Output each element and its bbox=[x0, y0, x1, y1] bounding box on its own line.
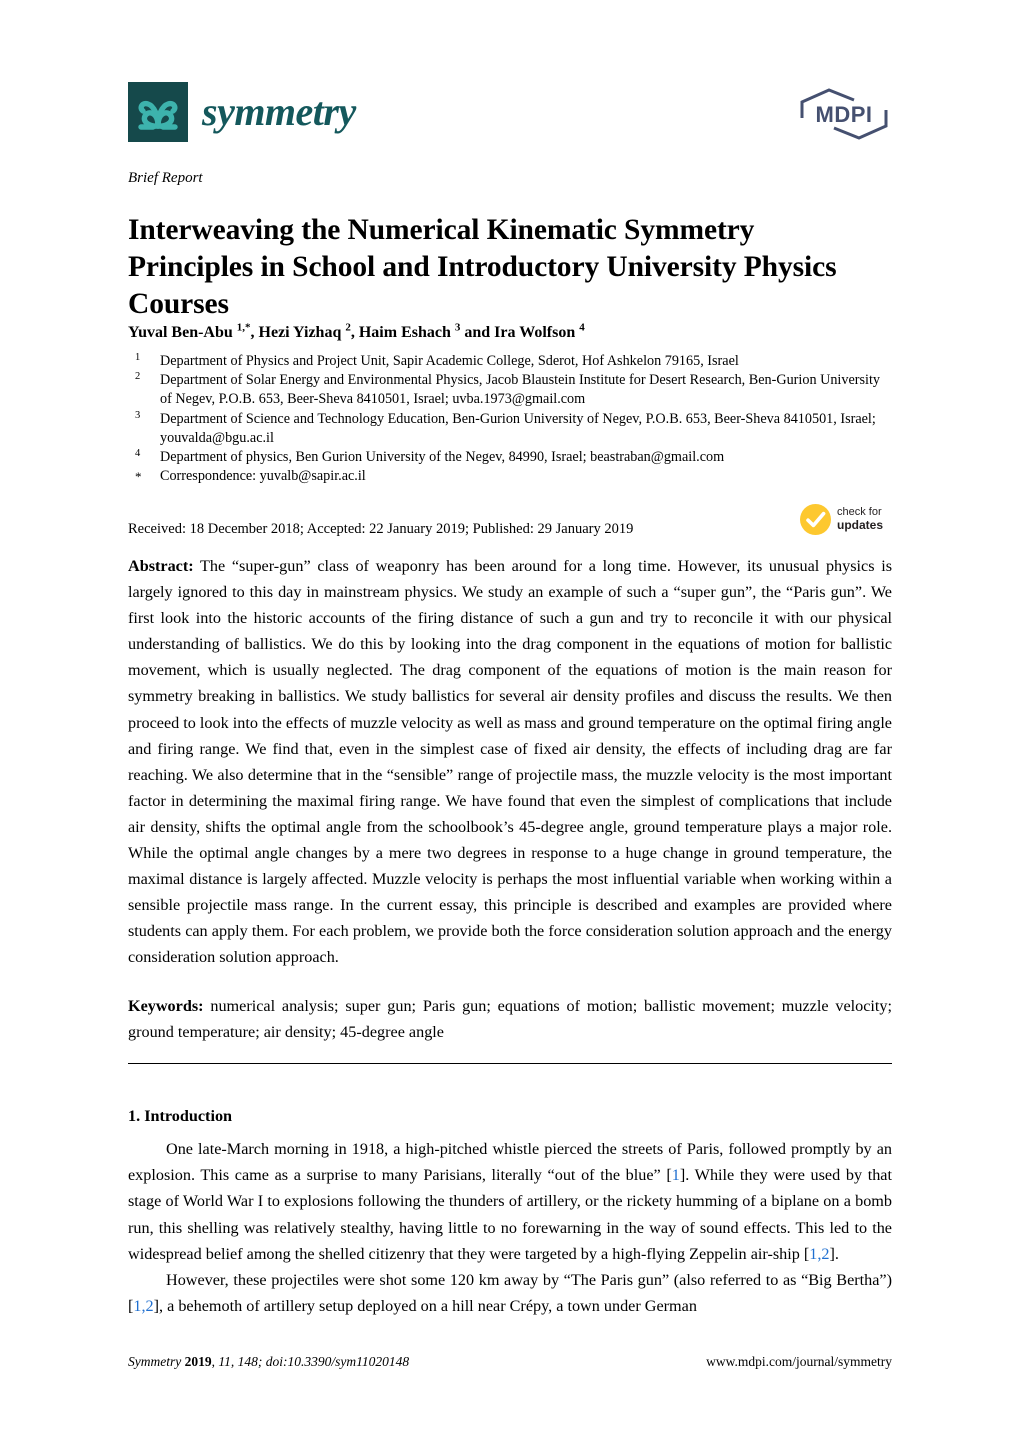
author-entry bbox=[460, 324, 584, 341]
citation-link[interactable]: 1,2 bbox=[133, 1297, 154, 1316]
footer-citation: Symmetry 2019, 11, 148; doi:10.3390/sym11020148 bbox=[128, 1354, 410, 1369]
article-type-label: Brief Report bbox=[128, 170, 203, 186]
author-name: and Ira Wolfson bbox=[460, 324, 576, 342]
author-entry bbox=[251, 324, 351, 341]
author-list bbox=[128, 318, 878, 343]
symmetry-butterfly-logo-icon bbox=[128, 82, 188, 142]
affiliation-marker: 2 bbox=[135, 371, 141, 383]
correspondence-marker: * bbox=[135, 469, 142, 485]
paragraph-text: ], a behemoth of artillery setup deployed on a hill near Crépy, a town under German bbox=[153, 1297, 697, 1316]
affiliation-item bbox=[128, 352, 888, 371]
footer-volume-doi: 11, 148; doi:10.3390/sym11020148 bbox=[218, 1354, 410, 1369]
page-title: Interweaving the Numerical Kinematic Symmetry Principles in School and Introductory University Physics Courses bbox=[128, 213, 837, 320]
author-affiliation-marker: 2 bbox=[345, 322, 351, 334]
correspondence-text: Correspondence: yuvalb@sapir.ac.il bbox=[160, 468, 366, 485]
paragraph bbox=[128, 1136, 892, 1267]
author-entry bbox=[128, 324, 251, 341]
check-badge-line2: updates bbox=[837, 517, 884, 532]
check-badge-text bbox=[837, 506, 883, 532]
section-divider bbox=[128, 1063, 892, 1064]
author-name: , Haim Eshach bbox=[350, 324, 451, 342]
abstract-section bbox=[128, 553, 892, 971]
affiliation-text: Department of Solar Energy and Environmental Physics, Jacob Blaustein Institute for Desert Research, Ben-Gurion University of Negev, P.O.B. 653, Beer-Sheva 8410501, Israel; uvba.1973@gmail.com bbox=[160, 372, 880, 408]
affiliation-text: Department of Science and Technology Education, Ben-Gurion University of Negev, P.O.B. 653, Beer-Sheva 8410501, Israel; youvalda@bgu.ac.il bbox=[160, 410, 876, 446]
paragraph bbox=[128, 1267, 892, 1319]
correspondence-item bbox=[128, 467, 888, 488]
affiliation-marker: 4 bbox=[135, 448, 141, 460]
check-circle-icon bbox=[800, 504, 831, 535]
abstract-label: Abstract: bbox=[128, 557, 194, 575]
affiliation-marker: 3 bbox=[135, 409, 141, 421]
citation-link[interactable]: 1,2 bbox=[809, 1244, 830, 1263]
paragraph-text: ]. bbox=[829, 1244, 839, 1263]
affiliation-list bbox=[128, 352, 888, 488]
introduction-body bbox=[128, 1136, 892, 1319]
footer-journal-name: Symmetry bbox=[128, 1354, 182, 1369]
citation-link[interactable]: 1 bbox=[671, 1166, 680, 1185]
keywords-body: numerical analysis; super gun; Paris gun; equations of motion; ballistic movement; muzzle velocity; ground temperature; air density; 45-degree angle bbox=[128, 997, 892, 1042]
publication-dates: Received: 18 December 2018; Accepted: 22 January 2019; Published: 29 January 2019 bbox=[128, 521, 634, 537]
svg-text:MDPI: MDPI bbox=[815, 102, 873, 127]
affiliation-item bbox=[128, 410, 888, 448]
abstract-body: The “super-gun” class of weaponry has been around for a long time. However, its unusual physics is largely ignored to this day in mainstream physics. We study an example of such a “super gun”, the “Paris gun”. We first look into the historic accounts of the firing distance of such a gun and try to reconcile it with our physical understanding of ballistics. We do this by looking into the drag component in the equations of motion for ballistic movement, which is usually neglected. The drag component of the equations of motion is the main reason for symmetry breaking in ballistics. We study ballistics for several air density profiles and discuss the results. We then proceed to look into the effects of muzzle velocity as well as mass and ground temperature on the optimal firing angle and firing range. We find that, even in the simplest case of fixed air density, the effects of including drag are far reaching. We also determine that in the “sensible” range of projectile mass, the muzzle velocity is the most important factor in determining the maximal firing range. We have found that even the simplest of complications that include air density, shifts the optimal angle from the schoolbook’s 45-degree angle, ground temperature plays a major role. While the optimal angle changes by a mere two degrees in response to a huge change in ground temperature, the maximal distance is largely affected. Muzzle velocity is perhaps the most influential variable when working within a sensible projectile mass range. In the current essay, this principle is described and examples are provided where students can apply them. For each problem, we provide both the force consideration solution approach and the energy consideration solution approach. bbox=[128, 557, 892, 967]
author-name: , Hezi Yizhaq bbox=[250, 324, 342, 342]
keywords-label: Keywords: bbox=[128, 997, 204, 1015]
footer-year: 2019 bbox=[184, 1354, 212, 1369]
affiliation-text: Department of Physics and Project Unit, Sapir Academic College, Sderot, Hof Ashkelon 79165, Israel bbox=[160, 353, 739, 369]
check-for-updates-badge[interactable] bbox=[800, 500, 900, 538]
author-affiliation-marker: 4 bbox=[579, 322, 585, 334]
footer-url[interactable]: www.mdpi.com/journal/symmetry bbox=[706, 1354, 892, 1369]
affiliation-marker: 1 bbox=[135, 352, 141, 363]
author-affiliation-marker: 1,* bbox=[236, 322, 251, 334]
masthead bbox=[128, 82, 892, 156]
affiliation-item bbox=[128, 448, 888, 467]
affiliation-text: Department of physics, Ben Gurion University of the Negev, 84990, Israel; beastraban@gmail.com bbox=[160, 449, 725, 466]
journal-name: symmetry bbox=[202, 89, 356, 134]
author-entry bbox=[351, 324, 461, 341]
page-footer bbox=[128, 1354, 892, 1370]
paragraph-text: One late-March morning in 1918, a high-pitched whistle pierced the streets of Paris, followed promptly by an explosion. This came as a surprise to many Parisians, literally “out of the blue” [ bbox=[128, 1140, 892, 1185]
author-name: Yuval Ben-Abu bbox=[128, 324, 233, 342]
affiliation-item bbox=[128, 371, 888, 409]
journal-brand bbox=[128, 82, 356, 142]
paragraph-text: ]. While they were used by that stage of World War I to explosions following the thunders of artillery, or the rickety humming of a biplane on a bomb run, this shelling was relatively stealthy, having little to no forewarning in the way of sound effects. This led to the widespread belief among the shelled citizenry that they were targeted by a high-flying Zeppelin air-ship [ bbox=[128, 1166, 892, 1263]
mdpi-hexagon-logo-icon bbox=[796, 88, 892, 140]
check-badge-line1: check for bbox=[837, 506, 882, 518]
paragraph-text: However, these projectiles were shot some 120 km away by “The Paris gun” (also referred to as “Big Bertha”) [ bbox=[128, 1271, 892, 1316]
author-affiliation-marker: 3 bbox=[454, 322, 461, 334]
introduction-heading: 1. Introduction bbox=[128, 1107, 233, 1125]
keywords-section bbox=[128, 993, 892, 1045]
